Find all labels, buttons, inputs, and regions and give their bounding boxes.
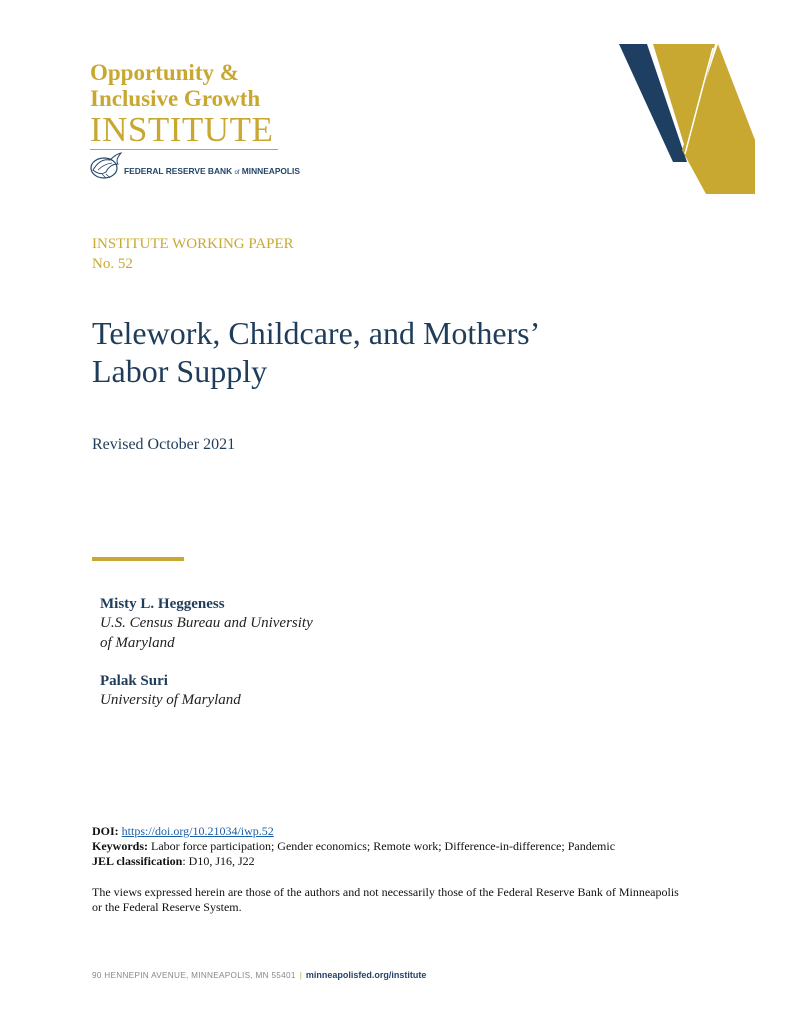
footer-address: 90 HENNEPIN AVENUE, MINNEAPOLIS, MN 55401 <box>92 971 296 980</box>
logo-line-3: INSTITUTE <box>90 110 274 149</box>
jel-text: : D10, J16, J22 <box>182 854 255 868</box>
chevron-stripes-graphic <box>615 42 760 197</box>
series-number: No. 52 <box>92 256 133 272</box>
doi-label: DOI: <box>92 824 119 838</box>
title-line-1: Telework, Childcare, and Mothers’ <box>92 315 541 351</box>
footer-website[interactable]: minneapolisfed.org/institute <box>305 970 427 980</box>
gold-accent-bar <box>92 557 184 561</box>
fed-name <box>124 166 300 176</box>
author-affiliation-2: of Maryland <box>100 635 175 651</box>
keywords-line <box>92 839 615 854</box>
author-2 <box>100 673 241 710</box>
series-label <box>92 234 294 274</box>
author-affiliation-1: U.S. Census Bureau and University <box>100 615 313 631</box>
fed-seal <box>88 150 124 182</box>
paper-title <box>92 314 652 390</box>
institute-logo <box>90 60 278 150</box>
fed-name-part-2: MINNEAPOLIS <box>241 166 300 176</box>
series-name: INSTITUTE WORKING PAPER <box>92 236 294 252</box>
logo-line-2: Inclusive Growth <box>90 86 261 111</box>
footer-separator: | <box>299 971 302 980</box>
title-line-2: Labor Supply <box>92 353 268 389</box>
fed-name-part-1: FEDERAL RESERVE BANK <box>124 166 233 176</box>
revised-date: Revised October 2021 <box>92 436 236 453</box>
keywords-text: Labor force participation; Gender economics; Remote work; Difference-in-difference; Pandemic <box>151 839 616 853</box>
author-affiliation-1: University of Maryland <box>100 692 241 708</box>
jel-line <box>92 854 255 869</box>
fed-name-of: of <box>234 170 240 176</box>
footer <box>92 970 426 980</box>
doi-link[interactable]: https://doi.org/10.21034/iwp.52 <box>121 824 274 838</box>
doi-line <box>92 824 274 839</box>
keywords-label: Keywords: <box>92 839 148 853</box>
author-name: Misty L. Heggeness <box>100 596 225 612</box>
eagle-seal-icon <box>88 150 124 182</box>
disclaimer: The views expressed herein are those of the authors and not necessarily those of the Federal Reserve Bank of Minneapolis or the Federal Reserve System. <box>92 885 679 914</box>
jel-label: JEL classification <box>92 854 183 868</box>
author-name: Palak Suri <box>100 673 168 689</box>
author-1 <box>100 596 313 653</box>
logo-line-1: Opportunity & <box>90 60 239 85</box>
